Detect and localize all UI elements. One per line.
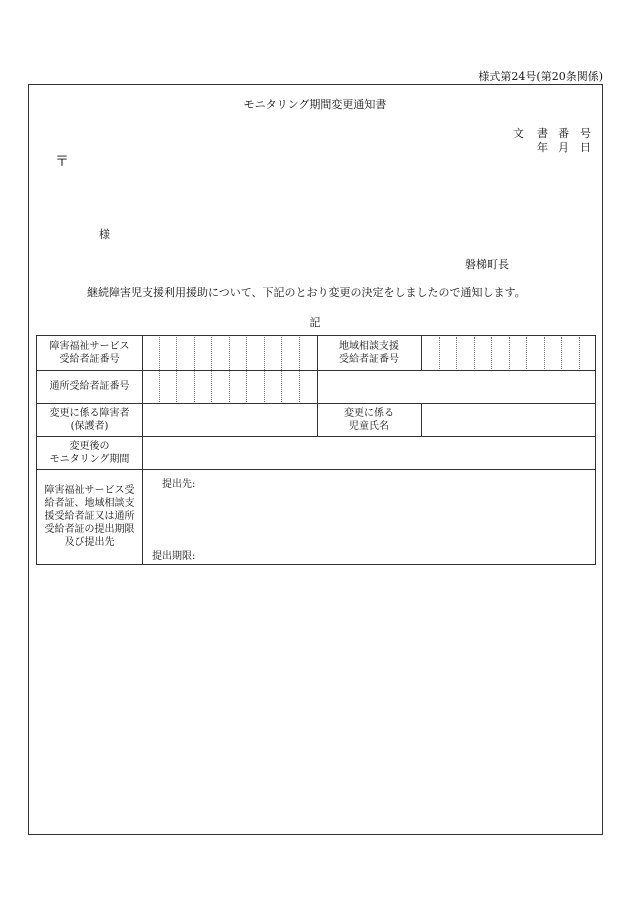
child-name-label: 変更に係る 児童氏名 [344, 407, 394, 432]
recipient-honorific: 様 [99, 228, 110, 241]
doc-number-char: 書 [537, 127, 548, 140]
doc-number-char: 号 [580, 127, 591, 140]
doc-number-char: 文 [513, 127, 524, 140]
issuer-name: 磐梯町長 [465, 258, 509, 271]
deadline-label: 提出期限: [152, 551, 196, 562]
date-year: 年 [537, 141, 548, 154]
document-title: モニタリング期間変更通知書 [243, 98, 387, 111]
submit-to-label: 提出先: [162, 479, 196, 490]
ki-heading: 記 [309, 316, 321, 329]
notice-body: 継続障害児支援利用援助について、下記のとおり変更の決定をしましたので通知します。 [87, 286, 526, 299]
postal-mark: 〒 [55, 154, 69, 170]
details-table [36, 335, 596, 565]
date-month: 月 [558, 141, 569, 154]
service-cert-label: 障害福祉サービス 受給者証番号 [49, 341, 130, 365]
form-number: 様式第24号(第20条関係) [478, 70, 603, 83]
disabled-person-label: 変更に係る障害者 (保護者) [49, 407, 130, 432]
monitoring-period-label: 変更後の モニタリング期間 [49, 440, 130, 465]
consult-cert-label: 地域相談支援 受給者証番号 [339, 341, 399, 365]
daycare-cert-label: 通所受給者証番号 [49, 381, 130, 392]
submission-label: 障害福祉サービス受 給者証、地域相談支 援受給者証又は通所 受給者証の提出期限 及び提出先 [44, 485, 135, 548]
date-day: 日 [580, 141, 591, 154]
doc-number-char: 番 [558, 127, 569, 140]
